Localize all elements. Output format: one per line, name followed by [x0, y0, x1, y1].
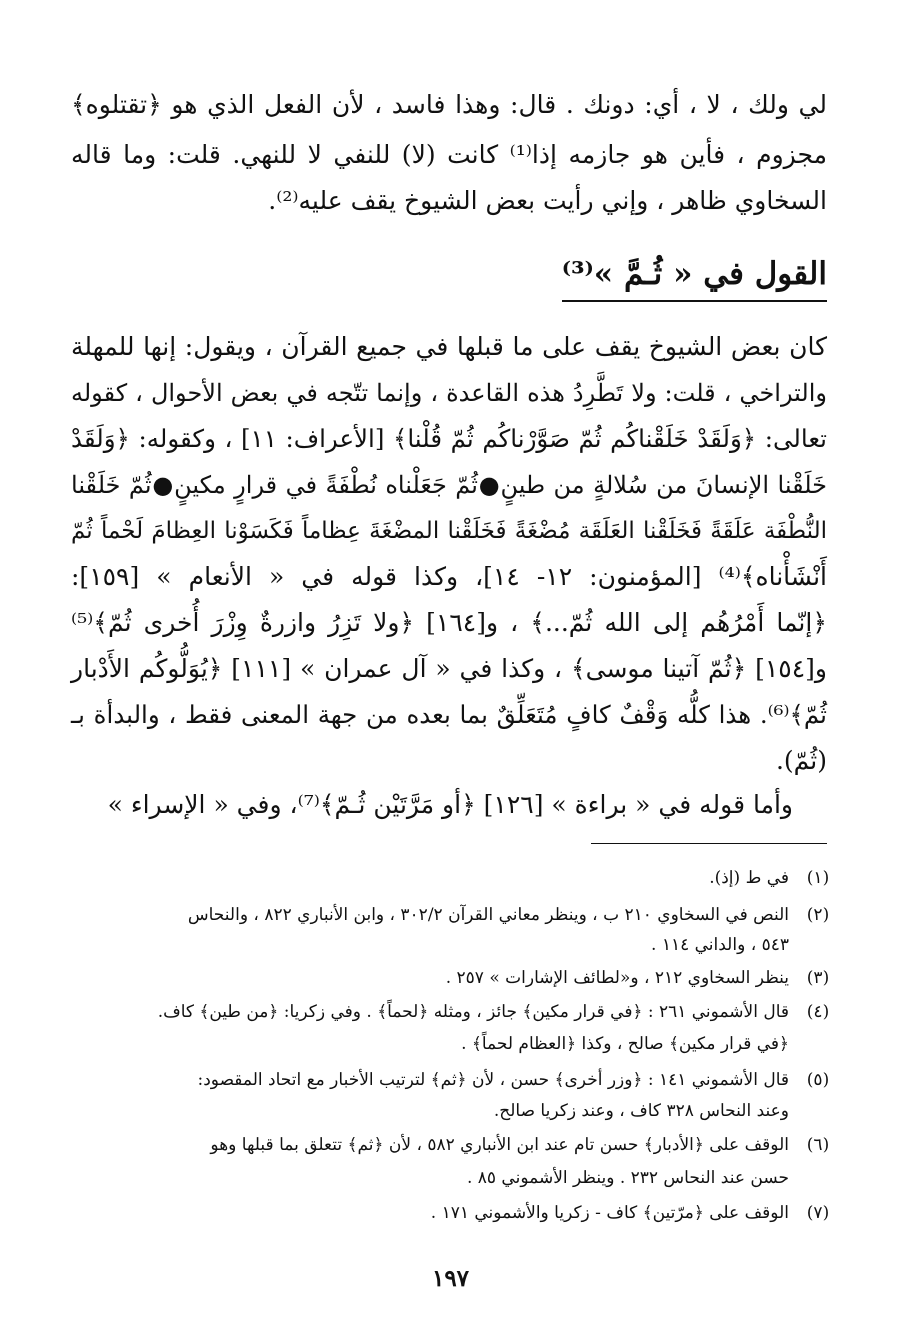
- footnote-text: الوقف على ﴿الأدبار﴾ حسن تام عند ابن الأنباري ٥٨٢ ، لأن ﴿ثم﴾ تتعلق بما قبلها وهو: [210, 1135, 789, 1155]
- footnote-text: حسن عند النحاس ٢٣٢ . وينظر الأشموني ٨٥ .: [466, 1168, 789, 1188]
- paragraph-line: ﴿إنّما أَمْرُهُم إلى الله ثُمّ...﴾ ، و[١٦٤] ﴿ولا تَزِرُ وازرةٌ وِزْرَ أُخرى ثُمّ﴾⁽⁵⁾: [71, 608, 827, 637]
- paragraph-line: و[١٥٤] ﴿ثُمّ آتينا موسى﴾ ، وكذا في « آل عمران » [١١١] ﴿يُوَلُّوكُم الأَدْبار: [71, 654, 827, 683]
- paragraph-line: تعالى: ﴿وَلَقَدْ خَلَقْناكُم ثُمّ صَوَّرْناكُم ثُمّ قُلْنا﴾ [الأعراف: ١١] ، وكقوله: ﴿وَلَقَدْ: [71, 424, 827, 453]
- footnote-number: (١): [806, 868, 830, 888]
- footnote-text: ﴿في قرار مكين﴾ صالح ، وكذا ﴿العظام لحماً﴾ .: [461, 1034, 789, 1054]
- paragraph-line: كان بعض الشيوخ يقف على ما قبلها في جميع القرآن ، ويقول: إنها للمهلة: [71, 332, 827, 361]
- footnote-text: وعند النحاس ٣٢٨ كاف ، وعند زكريا صالح.: [493, 1101, 789, 1121]
- footnote-text: النص في السخاوي ٢١٠ ب ، وينظر معاني القرآن ٣٠٢/٢ ، وابن الأنباري ٨٢٢ ، والنحاس: [187, 905, 789, 925]
- closing-line: وأما قوله في « براءة » [١٢٦] ﴿أو مَرَّتَيْن ثُـمّ﴾⁽⁷⁾، وفي « الإسراء »: [107, 790, 793, 819]
- footnote-number: (٢): [806, 905, 830, 925]
- footnote-separator: [591, 843, 827, 844]
- footnote-number: (٧): [806, 1203, 830, 1223]
- paragraph-line: والتراخي ، قلت: ولا تَطَّرِدُ هذه القاعدة ، وإنما تتّجه في بعض الأحوال ، كقوله: [71, 379, 827, 407]
- paragraph-line: (ثُمّ).: [775, 746, 827, 775]
- footnote-number: (٣): [806, 968, 830, 988]
- paragraph-line: ثُمّ﴾⁽⁶⁾. هذا كلُّه وَقْفٌ كافٍ مُتَعَلِّقٌ بما بعده من جهة المعنى فقط ، والبدأة بـ: [71, 700, 827, 729]
- paragraph-line: النُّطْفَة عَلَقَةً فَخَلَقْنا العَلَقَة مُضْغَةً فَخَلَقْنا المضْغَةَ عِظاماً فَكَسَوْنا العِظامَ لَحْماً ثُمّ: [71, 518, 827, 544]
- intro-line: مجزوم ، فأين هو جازمه إذا⁽¹⁾ كانت (لا) للنفي لا للنهي. قلت: وما قاله: [71, 140, 827, 169]
- footnote-text: قال الأشموني ١٤١ : ﴿وزر أخرى﴾ حسن ، لأن ﴿ثم﴾ لترتيب الأخبار مع اتحاد المقصود:: [197, 1070, 789, 1090]
- footnote-number: (٥): [806, 1070, 830, 1090]
- footnote-text: الوقف على ﴿مرّتين﴾ كاف - زكريا والأشموني ١٧١ .: [430, 1203, 789, 1223]
- footnote-number: (٦): [806, 1135, 830, 1155]
- paragraph-line: خَلَقْنا الإنسانَ من سُلالةٍ من طينٍ●ثُمّ جَعَلْناه نُطْفَةً في قرارٍ مكينٍ●ثُمّ خَلَقْنا: [71, 471, 827, 499]
- footnote-number: (٤): [806, 1002, 830, 1022]
- section-heading: القول في « ثُـمَّ »⁽³⁾: [562, 252, 827, 302]
- footnote-text: ٥٤٣ ، والداني ١١٤ .: [651, 935, 789, 955]
- footnote-text: قال الأشموني ٢٦١ : ﴿في قرار مكين﴾ جائز ، ومثله ﴿لحماً﴾ . وفي زكريا: ﴿من طين﴾ كاف.: [157, 1002, 789, 1022]
- page-number: ١٩٧: [431, 1265, 470, 1292]
- footnote-text: في ط (إذ).: [709, 868, 789, 888]
- paragraph-line: أَنْشَأْناه﴾⁽⁴⁾ [المؤمنون: ١٢- ١٤]، وكذا قوله في « الأنعام » [١٥٩]:: [71, 562, 827, 591]
- intro-line: السخاوي ظاهر ، وإني رأيت بعض الشيوخ يقف عليه⁽²⁾.: [268, 186, 827, 215]
- footnote-text: ينظر السخاوي ٢١٢ ، و«لطائف الإشارات » ٢٥٧ .: [445, 968, 789, 988]
- intro-line: لي ولك ، لا ، أي: دونك . قال: وهذا فاسد ، لأن الفعل الذي هو ﴿تقتلوه﴾: [71, 90, 827, 119]
